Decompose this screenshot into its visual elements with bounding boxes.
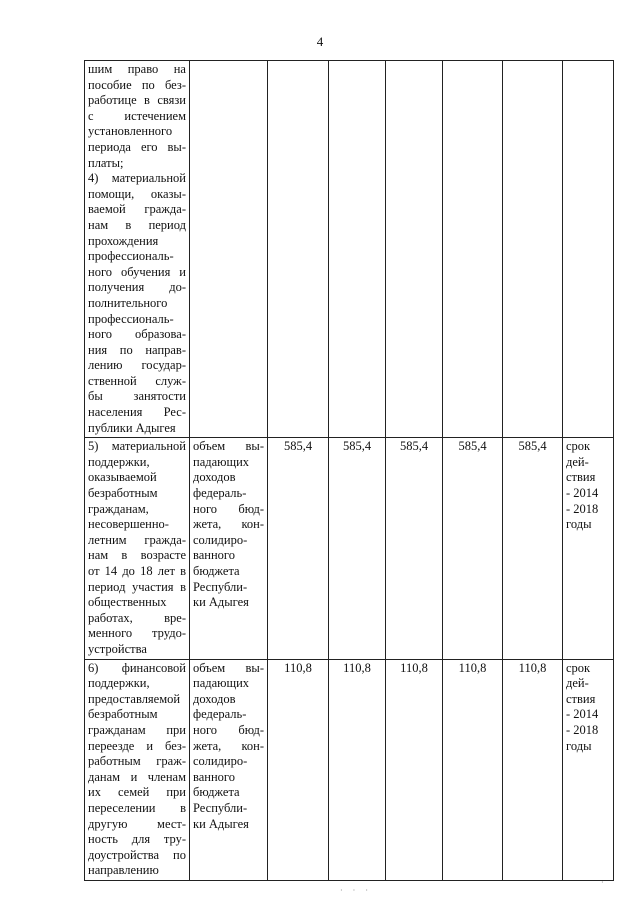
description-line: общественных <box>88 595 167 610</box>
description-line: работным граж- <box>88 754 186 769</box>
description-line: гражданам при <box>88 722 186 737</box>
value-cell-2: 585,4 <box>329 438 386 659</box>
description-line: работице в связи <box>88 93 186 108</box>
description-line: установленного <box>88 124 173 139</box>
description-line: ного обучения и <box>88 264 186 279</box>
indicator-line: жета, кон- <box>193 738 264 753</box>
description-line: прохождения <box>88 233 159 248</box>
value-cell-2: 110,8 <box>329 659 386 880</box>
description-line: данам и членам <box>88 769 186 784</box>
indicator-line: ванного <box>193 548 235 563</box>
description-line: 5) материальной <box>88 439 186 454</box>
indicator-line: ки Адыгея <box>193 595 249 610</box>
description-line: профессиональ- <box>88 311 174 326</box>
indicator-line: ного бюд- <box>193 501 264 516</box>
description-line: поддержки, <box>88 676 150 691</box>
term-line: срок <box>566 660 591 675</box>
indicator-line: доходов <box>193 470 236 485</box>
indicator-line: ки Адыгея <box>193 816 249 831</box>
term-line: годы <box>566 517 592 532</box>
indicator-line: падающих <box>193 676 250 691</box>
indicator-line: падающих <box>193 454 250 469</box>
indicator-line: солидиро- <box>193 532 248 547</box>
value-cell-2 <box>329 61 386 438</box>
description-line: их семей при <box>88 785 186 800</box>
value-cell-3: 110,8 <box>386 659 443 880</box>
description-line: менного трудо- <box>88 626 186 641</box>
description-line: другую мест- <box>88 816 186 831</box>
description-line: летним гражда- <box>88 532 186 547</box>
description-line: 4) материальной <box>88 171 186 186</box>
indicator-line: бюджета <box>193 785 240 800</box>
value-cell-1: 585,4 <box>268 438 329 659</box>
description-line: помощи, оказы- <box>88 186 186 201</box>
description-line: ваемой гражда- <box>88 202 186 217</box>
term-line: - 2018 <box>566 501 599 516</box>
indicator-line: объем вы- <box>193 439 264 454</box>
term-line: дей- <box>566 676 589 691</box>
page-number: 4 <box>316 34 324 49</box>
indicator-line: Республи- <box>193 579 248 594</box>
measure-description <box>85 659 190 880</box>
description-line: лению государ- <box>88 358 186 373</box>
description-line: направлению <box>88 863 159 878</box>
indicator-cell <box>190 61 268 438</box>
term-line: годы <box>566 738 592 753</box>
term-line: - 2018 <box>566 722 599 737</box>
description-line: безработным <box>88 486 158 501</box>
description-line: населения Рес- <box>88 405 186 420</box>
description-line: публики Адыгея <box>88 420 176 435</box>
description-line: получения до- <box>88 280 186 295</box>
value-cell-5: 585,4 <box>503 438 563 659</box>
term-line: дей- <box>566 454 589 469</box>
indicator-line: Республи- <box>193 800 248 815</box>
term-line: срок <box>566 439 591 454</box>
description-line: безработным <box>88 707 158 722</box>
term-line: ствия <box>566 470 596 485</box>
table-row <box>85 659 614 880</box>
footer-mark-right: · <box>601 878 604 887</box>
description-line: шим право на <box>88 62 186 76</box>
value-cell-1: 110,8 <box>268 659 329 880</box>
description-line: с истечением <box>88 108 186 123</box>
term-line: - 2014 <box>566 707 599 722</box>
description-line: несовершенно- <box>88 517 169 532</box>
indicator-line: солидиро- <box>193 754 248 769</box>
indicator-line: бюджета <box>193 564 240 578</box>
indicator-line: ного бюд- <box>193 722 264 737</box>
description-line: переселении в <box>88 800 186 815</box>
description-line: гражданам, <box>88 501 149 516</box>
table-row <box>85 61 614 438</box>
indicator-line: федераль- <box>193 707 247 722</box>
footer-marks: · · · <box>340 886 372 895</box>
description-line: переезде и без- <box>88 738 186 753</box>
description-line: предоставляемой <box>88 691 181 706</box>
description-line: бы занятости <box>88 389 186 404</box>
value-cell-4 <box>443 61 503 438</box>
description-line: поддержки, <box>88 454 150 469</box>
term-line: - 2014 <box>566 486 599 501</box>
description-line: ственной служ- <box>88 373 186 388</box>
value-cell-5 <box>503 61 563 438</box>
indicator-cell <box>190 659 268 880</box>
description-line: профессиональ- <box>88 249 174 264</box>
description-line: устройства <box>88 641 147 656</box>
term-cell <box>563 61 614 438</box>
description-line: пособие по без- <box>88 77 186 92</box>
description-line: ния по направ- <box>88 342 186 357</box>
description-line: полнительного <box>88 295 168 310</box>
description-line: период участия в <box>88 579 186 594</box>
description-line: нам в период <box>88 217 186 232</box>
value-cell-3: 585,4 <box>386 438 443 659</box>
description-line: оказываемой <box>88 470 157 485</box>
description-line: 6) финансовой <box>88 660 186 675</box>
description-line: нам в возрасте <box>88 548 186 563</box>
description-line: ность для тру- <box>88 832 186 847</box>
value-cell-4: 110,8 <box>443 659 503 880</box>
budget-table <box>84 60 614 881</box>
description-line: доустройства по <box>88 847 186 862</box>
table-body <box>85 61 614 881</box>
value-cell-5: 110,8 <box>503 659 563 880</box>
term-cell <box>563 438 614 659</box>
indicator-line: доходов <box>193 691 236 706</box>
measure-description <box>85 438 190 659</box>
term-cell <box>563 659 614 880</box>
measure-description <box>85 61 190 438</box>
indicator-line: ванного <box>193 769 235 784</box>
description-line: от 14 до 18 лет в <box>88 564 186 578</box>
description-line: работах, вре- <box>88 610 186 625</box>
table-row <box>85 438 614 659</box>
description-line: периода его вы- <box>88 139 186 154</box>
term-line: ствия <box>566 691 596 706</box>
value-cell-3 <box>386 61 443 438</box>
indicator-line: объем вы- <box>193 660 264 675</box>
description-line: платы; <box>88 155 124 170</box>
indicator-line: жета, кон- <box>193 517 264 532</box>
value-cell-1 <box>268 61 329 438</box>
value-cell-4: 585,4 <box>443 438 503 659</box>
indicator-line: федераль- <box>193 486 247 501</box>
description-line: ного образова- <box>88 327 186 342</box>
indicator-cell <box>190 438 268 659</box>
